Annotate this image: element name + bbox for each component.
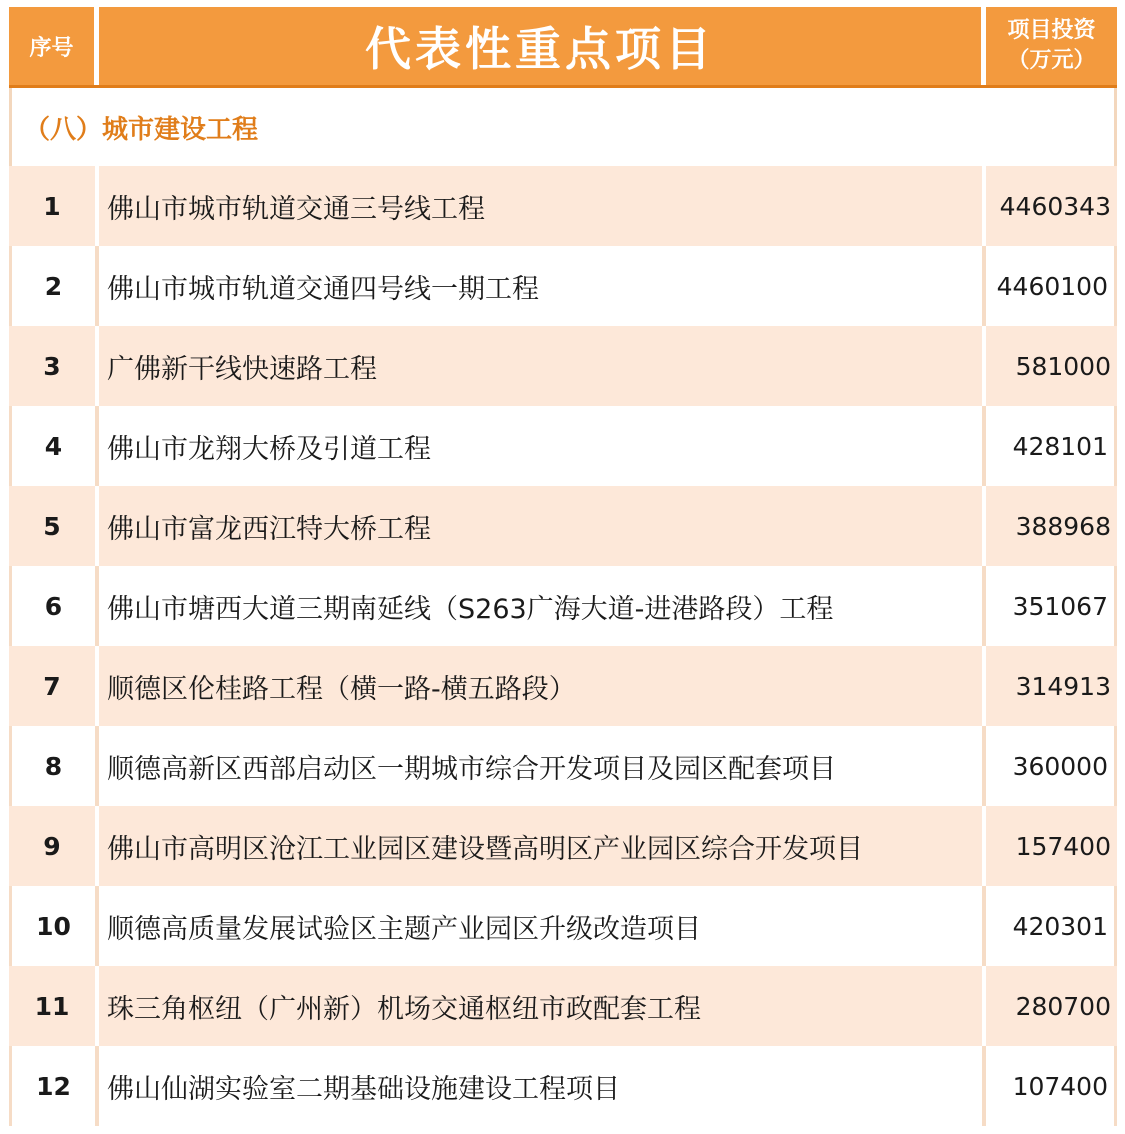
row-number: 10 (12, 886, 99, 966)
table-row (9, 966, 1117, 1046)
row-project-name: 佛山市城市轨道交通四号线一期工程 (99, 246, 986, 326)
table-row (9, 566, 1117, 646)
row-investment: 107400 (1012, 1071, 1108, 1101)
table-row (9, 726, 1117, 806)
header-investment-unit: （万元） (1007, 48, 1096, 73)
table-header (9, 7, 1117, 88)
row-number: 2 (12, 246, 99, 326)
row-project-name: 顺德区伦桂路工程（横一路-横五路段） (99, 646, 986, 726)
row-investment: 157400 (1015, 831, 1111, 861)
row-project-name: 佛山市富龙西江特大桥工程 (99, 486, 986, 566)
row-project-name: 广佛新干线快速路工程 (99, 326, 986, 406)
row-project-name: 佛山市龙翔大桥及引道工程 (99, 406, 986, 486)
row-project-name: 佛山仙湖实验室二期基础设施建设工程项目 (99, 1046, 986, 1126)
header-title: 代表性重点项目 (99, 7, 986, 85)
row-investment: 314913 (1015, 671, 1111, 701)
row-number: 12 (12, 1046, 99, 1126)
table-row (9, 646, 1117, 726)
row-number: 9 (9, 806, 99, 886)
row-project-name: 顺德高新区西部启动区一期城市综合开发项目及园区配套项目 (99, 726, 986, 806)
section-title: （八）城市建设工程 (24, 114, 259, 145)
row-number: 8 (12, 726, 99, 806)
header-investment (986, 7, 1117, 85)
row-project-name: 佛山市高明区沧江工业园区建设暨高明区产业园区综合开发项目 (99, 806, 986, 886)
table-row (9, 406, 1117, 486)
row-investment: 280700 (1015, 991, 1111, 1021)
row-number: 1 (9, 166, 99, 246)
table-row (9, 486, 1117, 566)
row-project-name: 顺德高质量发展试验区主题产业园区升级改造项目 (99, 886, 986, 966)
row-number: 11 (9, 966, 99, 1046)
row-number: 5 (9, 486, 99, 566)
row-number: 3 (9, 326, 99, 406)
row-number: 6 (12, 566, 99, 646)
row-investment: 581000 (1015, 351, 1111, 381)
table-row (9, 326, 1117, 406)
row-investment: 351067 (1012, 591, 1108, 621)
table-row (9, 1046, 1117, 1126)
row-number: 7 (9, 646, 99, 726)
table-row (9, 886, 1117, 966)
row-project-name: 珠三角枢纽（广州新）机场交通枢纽市政配套工程 (99, 966, 986, 1046)
row-number: 4 (12, 406, 99, 486)
row-investment: 428101 (1012, 431, 1108, 461)
table-row (9, 806, 1117, 886)
row-investment: 4460343 (999, 191, 1111, 221)
header-investment-label: 项目投资 (1007, 18, 1096, 43)
header-number: 序号 (9, 7, 99, 85)
row-project-name: 佛山市城市轨道交通三号线工程 (99, 166, 986, 246)
projects-table (9, 7, 1117, 1126)
table-row (9, 246, 1117, 326)
row-investment: 4460100 (996, 271, 1108, 301)
section-row (9, 88, 1117, 166)
table-row (9, 166, 1117, 246)
row-investment: 420301 (1012, 911, 1108, 941)
row-investment: 388968 (1015, 511, 1111, 541)
row-project-name: 佛山市塘西大道三期南延线（S263广海大道-进港路段）工程 (99, 566, 986, 646)
row-investment: 360000 (1012, 751, 1108, 781)
